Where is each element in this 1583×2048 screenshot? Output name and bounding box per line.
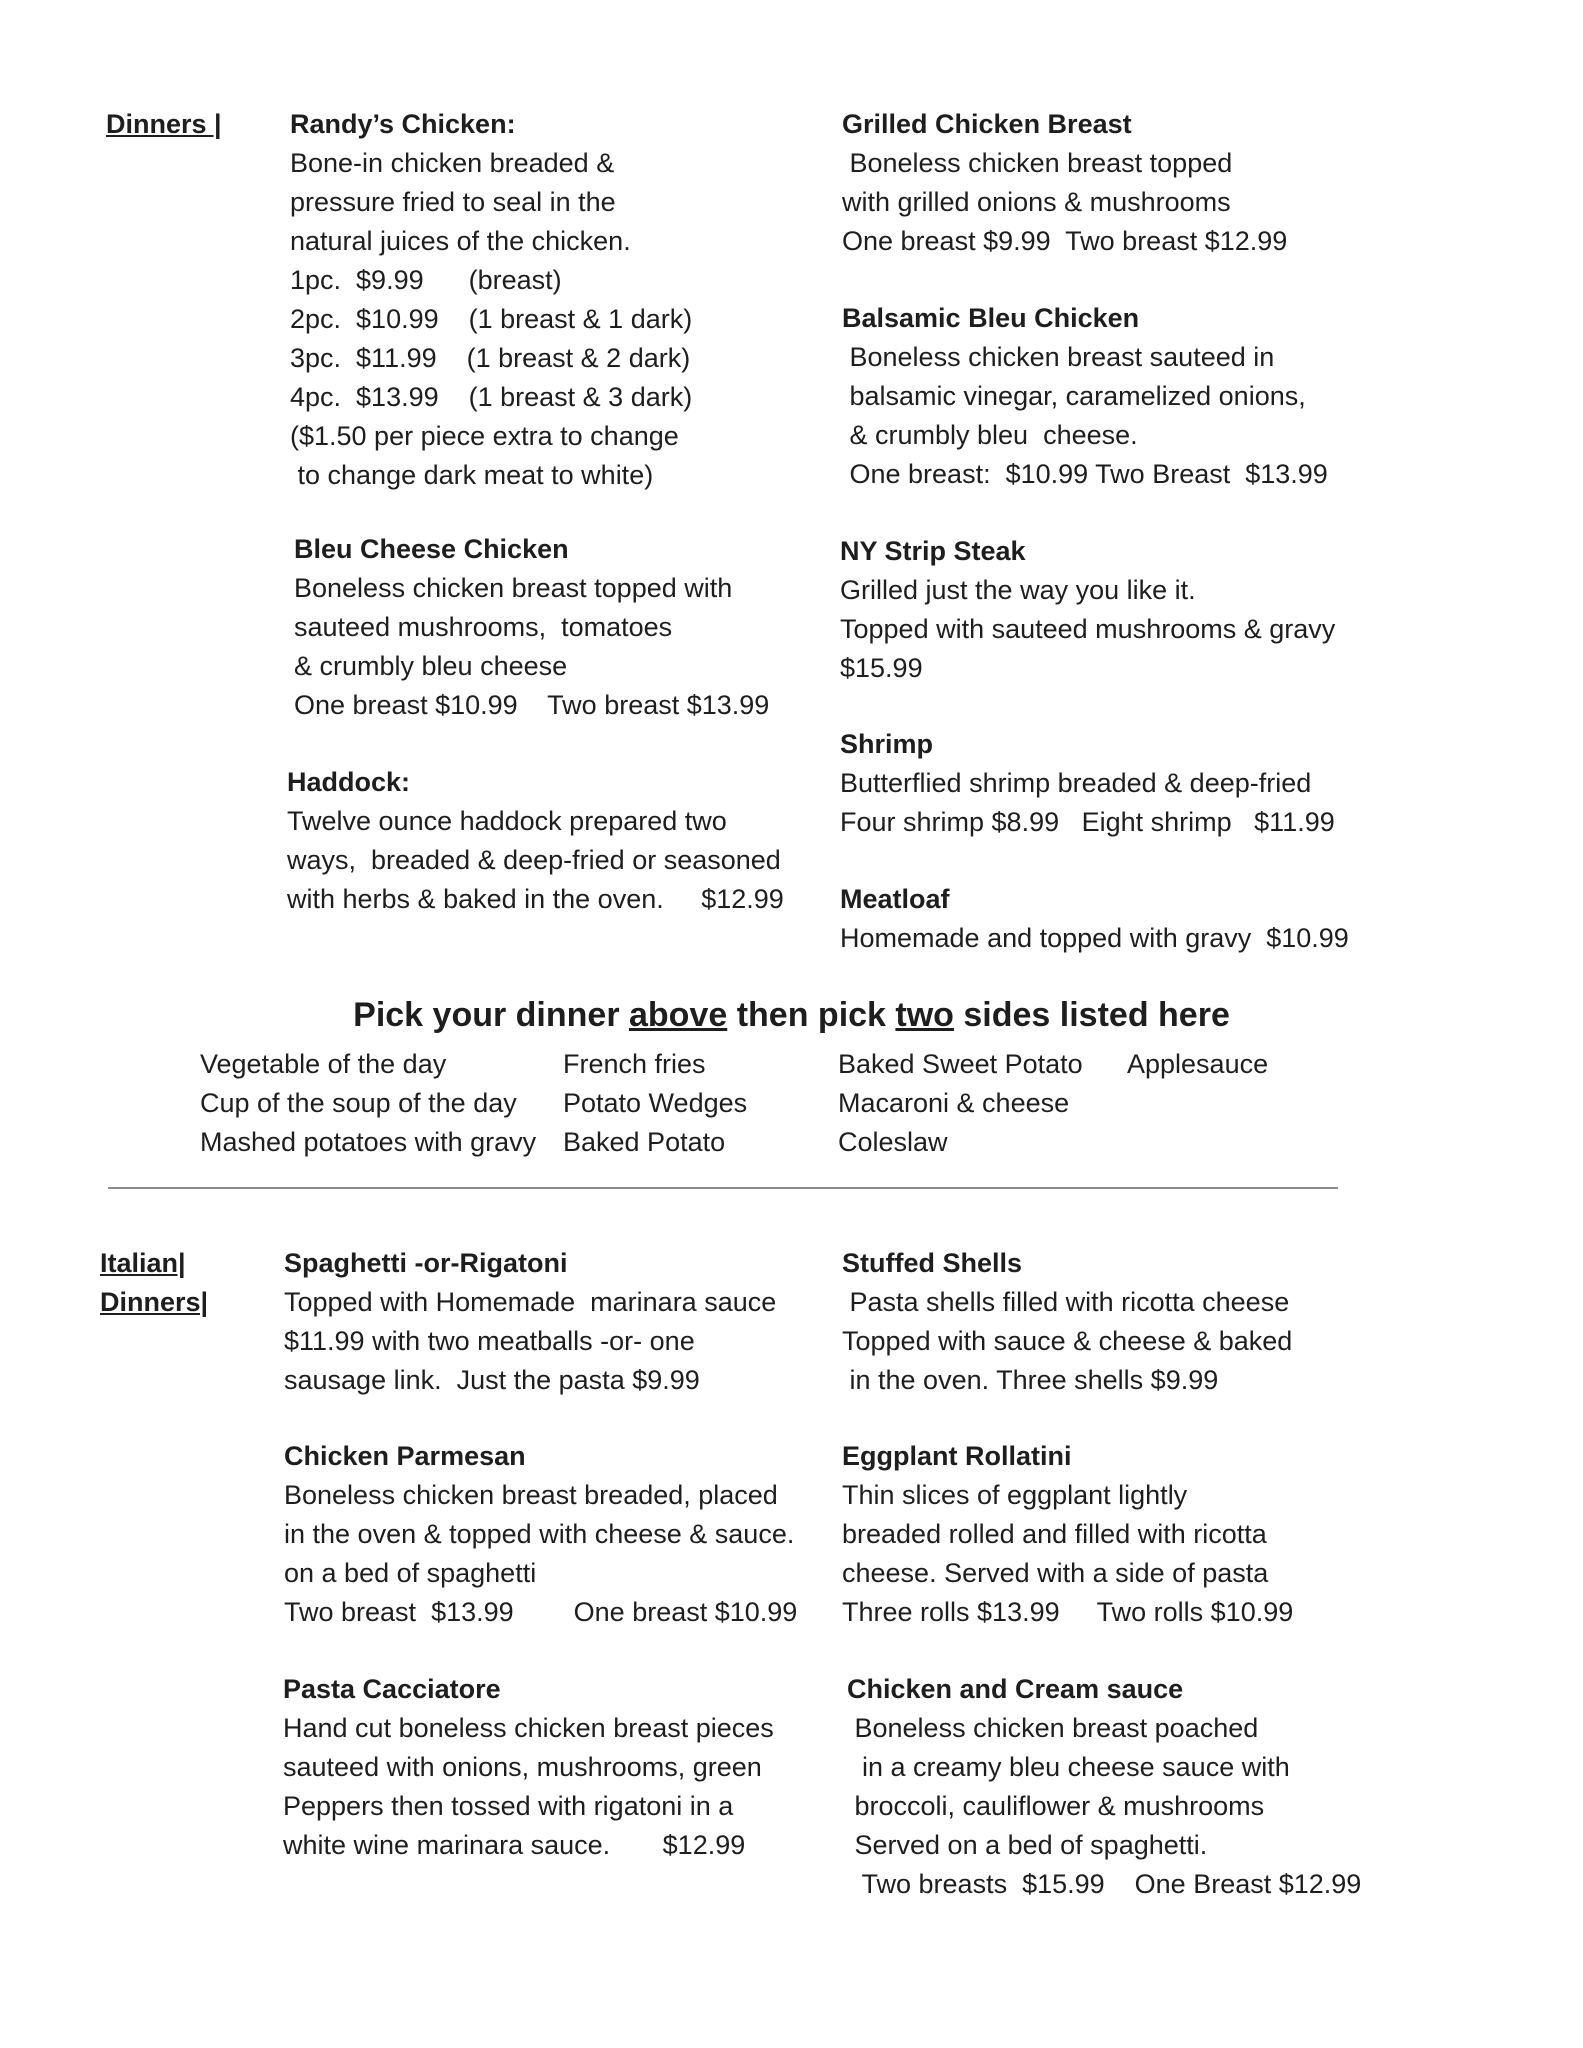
item-line: Four shrimp $8.99 Eight shrimp $11.99 <box>840 807 1335 837</box>
item-line: sauteed with onions, mushrooms, green <box>283 1752 762 1782</box>
banner-text-1: Pick your dinner <box>353 996 629 1034</box>
sides-column-3 <box>838 1045 1083 1162</box>
menu-item-balsamic-bleu-chicken <box>842 299 1328 494</box>
item-line: $15.99 <box>840 653 923 683</box>
item-line: Boneless chicken breast poached <box>847 1713 1259 1743</box>
item-line: 2pc. $10.99 (1 breast & 1 dark) <box>290 304 693 334</box>
item-line: on a bed of spaghetti <box>284 1558 537 1588</box>
side-item: Applesauce <box>1127 1049 1269 1079</box>
banner-two: two <box>895 996 954 1034</box>
item-title: Chicken and Cream sauce <box>847 1674 1184 1704</box>
sides-column-2 <box>563 1045 747 1162</box>
item-line: Boneless chicken breast topped <box>842 148 1233 178</box>
item-line: Homemade and topped with gravy $10.99 <box>840 923 1349 953</box>
item-title: Eggplant Rollatini <box>842 1441 1072 1471</box>
item-line: 4pc. $13.99 (1 breast & 3 dark) <box>290 382 693 412</box>
item-title: Stuffed Shells <box>842 1248 1023 1278</box>
sides-column-1 <box>200 1045 536 1162</box>
side-item: Coleslaw <box>838 1127 948 1157</box>
item-line: & crumbly bleu cheese <box>294 651 568 681</box>
item-line: 1pc. $9.99 (breast) <box>290 265 562 295</box>
side-item: Cup of the soup of the day <box>200 1088 517 1118</box>
section-divider <box>108 1187 1338 1189</box>
side-item: Mashed potatoes with gravy <box>200 1127 537 1157</box>
item-line: & crumbly bleu cheese. <box>842 420 1138 450</box>
item-line: Bone-in chicken breaded & <box>290 148 615 178</box>
item-title: Balsamic Bleu Chicken <box>842 303 1140 333</box>
item-title: Shrimp <box>840 729 934 759</box>
menu-item-spaghetti-rigatoni <box>284 1244 776 1400</box>
menu-item-bleu-cheese-chicken <box>294 530 769 725</box>
menu-item-shrimp <box>840 725 1335 842</box>
item-line: 3pc. $11.99 (1 breast & 2 dark) <box>290 343 691 373</box>
item-line: breaded rolled and filled with ricotta <box>842 1519 1267 1549</box>
sides-banner <box>0 996 1583 1035</box>
item-line: One breast $10.99 Two breast $13.99 <box>294 690 770 720</box>
dinners-section-label: Dinners | <box>106 109 222 139</box>
item-line: natural juices of the chicken. <box>290 226 631 256</box>
item-title: NY Strip Steak <box>840 536 1026 566</box>
item-line: broccoli, cauliflower & mushrooms <box>847 1791 1265 1821</box>
item-line: Three rolls $13.99 Two rolls $10.99 <box>842 1597 1294 1627</box>
menu-item-grilled-chicken <box>842 105 1287 261</box>
item-line: ways, breaded & deep-fried or seasoned <box>287 845 781 875</box>
item-line: ($1.50 per piece extra to change <box>290 421 679 451</box>
item-line: Two breasts $15.99 One Breast $12.99 <box>847 1869 1362 1899</box>
banner-text-3: sides listed here <box>953 996 1230 1034</box>
italian-section-label-1: Italian| <box>100 1248 186 1278</box>
menu-item-chicken-parmesan <box>284 1437 797 1632</box>
item-line: with grilled onions & mushrooms <box>842 187 1231 217</box>
item-title: Pasta Cacciatore <box>283 1674 501 1704</box>
menu-item-haddock <box>287 763 784 919</box>
item-title: Chicken Parmesan <box>284 1441 526 1471</box>
item-title: Randy’s Chicken: <box>290 109 516 139</box>
menu-item-chicken-cream-sauce <box>847 1670 1361 1904</box>
item-title: Bleu Cheese Chicken <box>294 534 569 564</box>
item-title: Spaghetti -or-Rigatoni <box>284 1248 568 1278</box>
menu-item-randys-chicken <box>290 105 692 495</box>
item-line: Topped with Homemade marinara sauce <box>284 1287 777 1317</box>
item-line: Boneless chicken breast sauteed in <box>842 342 1275 372</box>
menu-item-eggplant-rollatini <box>842 1437 1293 1632</box>
item-line: Grilled just the way you like it. <box>840 575 1196 605</box>
item-line: in the oven & topped with cheese & sauce. <box>284 1519 795 1549</box>
side-item: Baked Sweet Potato <box>838 1049 1083 1079</box>
menu-item-stuffed-shells <box>842 1244 1292 1400</box>
item-line: One breast $9.99 Two breast $12.99 <box>842 226 1288 256</box>
item-line: in the oven. Three shells $9.99 <box>842 1365 1219 1395</box>
menu-item-ny-strip-steak <box>840 532 1335 688</box>
item-title: Meatloaf <box>840 884 950 914</box>
banner-text-2: then pick <box>727 996 896 1034</box>
item-line: Topped with sauce & cheese & baked <box>842 1326 1293 1356</box>
item-line: Hand cut boneless chicken breast pieces <box>283 1713 774 1743</box>
item-line: balsamic vinegar, caramelized onions, <box>842 381 1306 411</box>
item-line: Pasta shells filled with ricotta cheese <box>842 1287 1290 1317</box>
side-item: Potato Wedges <box>563 1088 748 1118</box>
item-line: Two breast $13.99 One breast $10.99 <box>284 1597 798 1627</box>
item-line: Served on a bed of spaghetti. <box>847 1830 1208 1860</box>
side-item: French fries <box>563 1049 706 1079</box>
side-item: Macaroni & cheese <box>838 1088 1070 1118</box>
item-line: sauteed mushrooms, tomatoes <box>294 612 673 642</box>
item-line: Thin slices of eggplant lightly <box>842 1480 1188 1510</box>
item-line: Boneless chicken breast breaded, placed <box>284 1480 778 1510</box>
item-line: cheese. Served with a side of pasta <box>842 1558 1269 1588</box>
item-line: pressure fried to seal in the <box>290 187 616 217</box>
item-line: Boneless chicken breast topped with <box>294 573 733 603</box>
side-item: Baked Potato <box>563 1127 726 1157</box>
item-title: Haddock: <box>287 767 411 797</box>
item-line: One breast: $10.99 Two Breast $13.99 <box>842 459 1328 489</box>
item-line: Topped with sauteed mushrooms & gravy <box>840 614 1336 644</box>
item-line: Butterflied shrimp breaded & deep-fried <box>840 768 1312 798</box>
item-line: white wine marinara sauce. $12.99 <box>283 1830 746 1860</box>
italian-section-label-2: Dinners| <box>100 1287 209 1317</box>
item-line: Twelve ounce haddock prepared two <box>287 806 727 836</box>
item-line: in a creamy bleu cheese sauce with <box>847 1752 1290 1782</box>
sides-column-4 <box>1127 1045 1268 1084</box>
item-line: to change dark meat to white) <box>290 460 654 490</box>
item-line: $11.99 with two meatballs -or- one <box>284 1326 695 1356</box>
item-line: with herbs & baked in the oven. $12.99 <box>287 884 784 914</box>
menu-item-meatloaf <box>840 880 1349 958</box>
banner-above: above <box>629 996 728 1034</box>
item-title: Grilled Chicken Breast <box>842 109 1132 139</box>
item-line: Peppers then tossed with rigatoni in a <box>283 1791 734 1821</box>
item-line: sausage link. Just the pasta $9.99 <box>284 1365 700 1395</box>
menu-item-pasta-cacciatore <box>283 1670 774 1865</box>
side-item: Vegetable of the day <box>200 1049 447 1079</box>
